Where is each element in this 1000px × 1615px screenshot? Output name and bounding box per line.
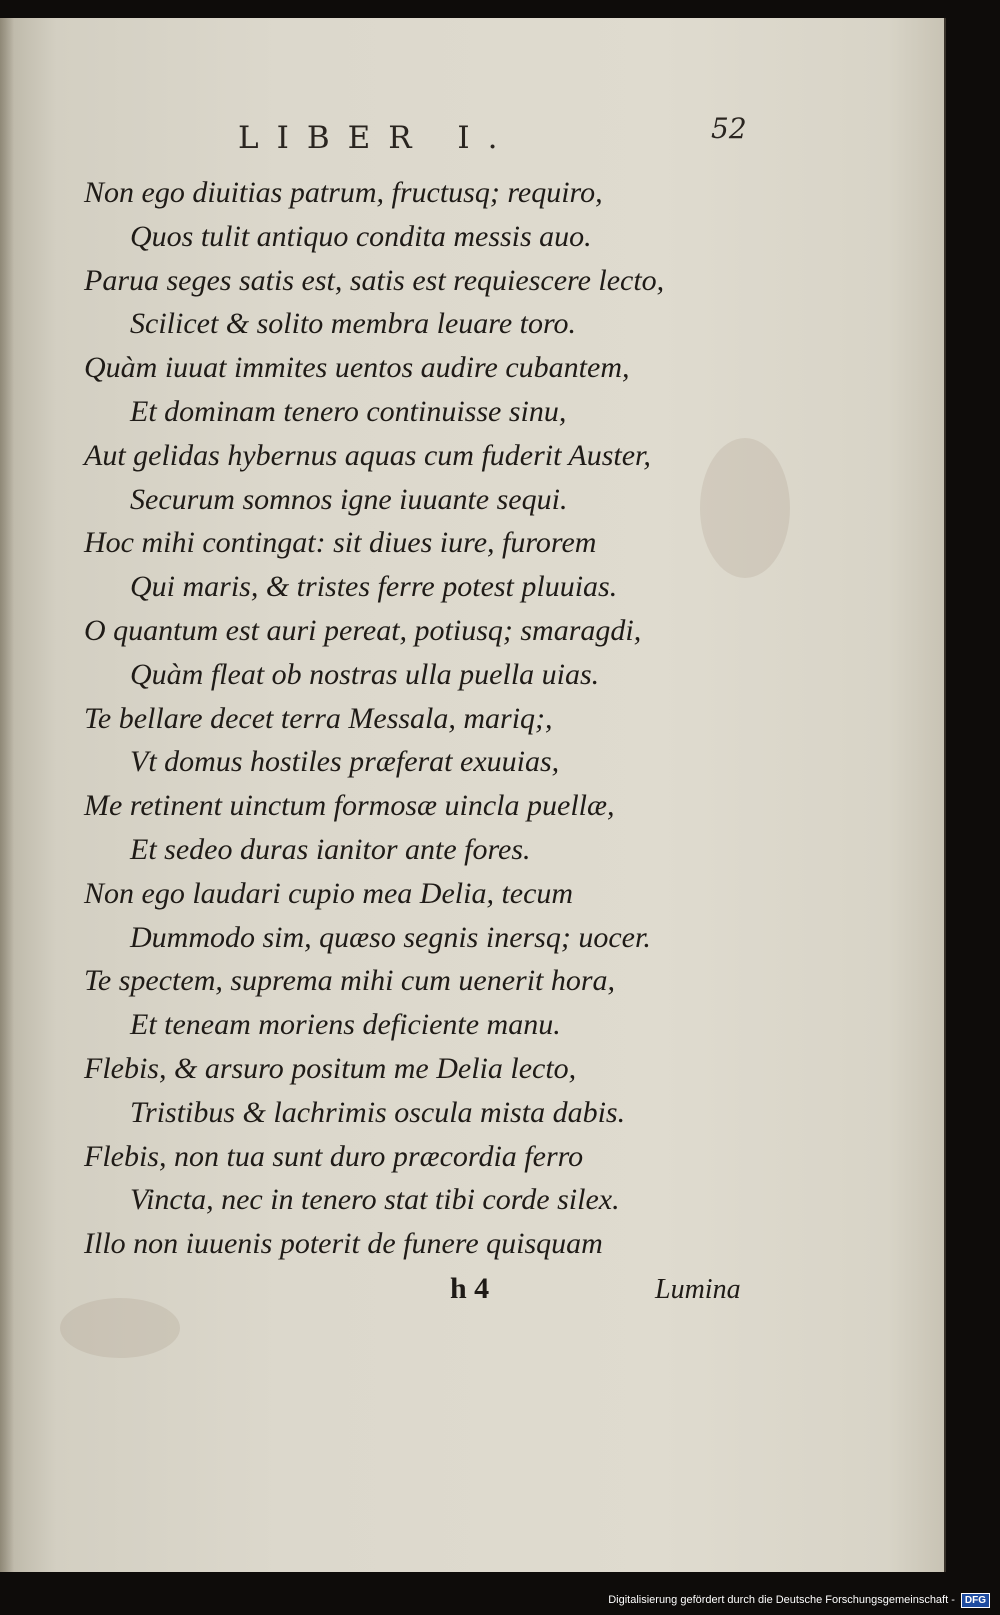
verse-line: Te spectem, suprema mihi cum uenerit hora, bbox=[84, 964, 616, 998]
verse-line: Vt domus hostiles præferat exuuias, bbox=[130, 745, 560, 779]
verse-line: Flebis, non tua sunt duro præcordia ferro bbox=[84, 1139, 584, 1173]
verse-line: Securum somnos igne iuuante sequi. bbox=[130, 482, 568, 516]
verse-line: Qui maris, & tristes ferre potest pluuias. bbox=[130, 570, 618, 604]
dfg-logo-icon: DFG bbox=[961, 1593, 990, 1608]
verse-line: Hoc mihi contingat: sit diues iure, furorem bbox=[84, 526, 597, 560]
page-number: 52 bbox=[711, 112, 747, 145]
verse-line: Dummodo sim, quæso segnis inersq; uocer. bbox=[130, 920, 651, 954]
verse-line: Non ego laudari cupio mea Delia, tecum bbox=[84, 876, 574, 910]
verse-line: Non ego diuitias patrum, fructusq; requiro, bbox=[84, 176, 603, 209]
verse-line: Parua seges satis est, satis est requiescere lecto, bbox=[84, 263, 665, 297]
verse-line: Et dominam tenero continuisse sinu, bbox=[130, 394, 567, 428]
verse-line: O quantum est auri pereat, potiusq; smaragdi, bbox=[84, 613, 642, 647]
digitization-credit bbox=[608, 1589, 990, 1611]
verse-line: Illo non iuuenis poterit de funere quisquam bbox=[84, 1227, 603, 1261]
signature-line bbox=[0, 1270, 944, 1314]
verse-line: Flebis, & arsuro positum me Delia lecto, bbox=[84, 1051, 577, 1085]
verse-line: Te bellare decet terra Messala, mariq;, bbox=[84, 701, 553, 735]
page-header bbox=[0, 100, 944, 160]
verse-line: Et teneam moriens deficiente manu. bbox=[130, 1008, 561, 1042]
verse-line: Quos tulit antiquo condita messis auo. bbox=[130, 219, 592, 253]
verse-line: Scilicet & solito membra leuare toro. bbox=[130, 307, 577, 341]
running-title: LIBER I. bbox=[238, 120, 516, 156]
verse-line: Me retinent uinctum formosæ uincla puellæ, bbox=[84, 789, 615, 823]
credit-text: Digitalisierung gefördert durch die Deutsche Forschungsgemeinschaft - bbox=[608, 1594, 955, 1606]
verse-line: Quàm fleat ob nostras ulla puella uias. bbox=[130, 657, 600, 691]
verse-text-block bbox=[0, 171, 944, 1266]
verse-line: Quàm iuuat immites uentos audire cubantem, bbox=[84, 351, 630, 385]
book-page bbox=[0, 18, 946, 1572]
signature-mark: h 4 bbox=[450, 1272, 490, 1305]
verse-line: Tristibus & lachrimis oscula mista dabis. bbox=[130, 1095, 626, 1129]
verse-line: Et sedeo duras ianitor ante fores. bbox=[130, 832, 531, 866]
verse-line: Vincta, nec in tenero stat tibi corde silex. bbox=[130, 1183, 620, 1217]
verse-line: Aut gelidas hybernus aquas cum fuderit Auster, bbox=[84, 438, 651, 472]
catchword: Lumina bbox=[655, 1274, 741, 1305]
